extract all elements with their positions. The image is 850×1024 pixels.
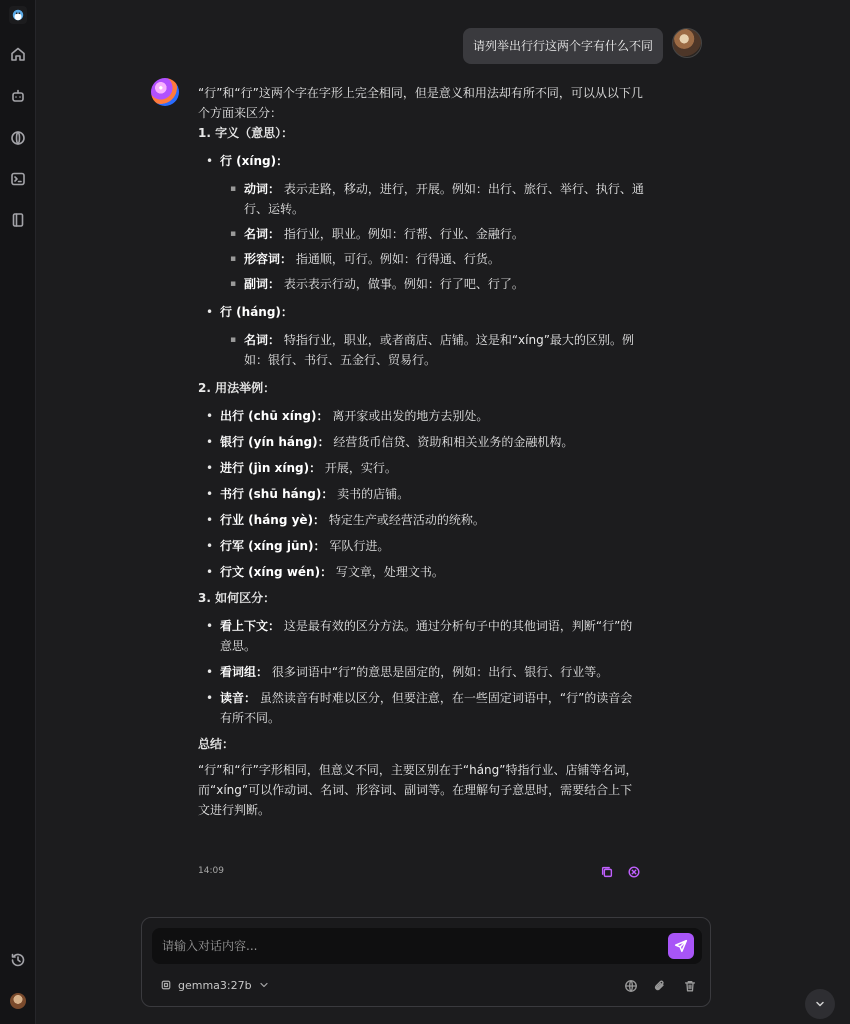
- list-item: [220, 432, 644, 452]
- model-selector[interactable]: [160, 977, 270, 993]
- list-item: [220, 688, 644, 728]
- explore-icon[interactable]: [8, 128, 28, 148]
- item-text: 卖书的店铺。: [337, 487, 410, 501]
- trash-icon[interactable]: [683, 978, 697, 992]
- item-text: 很多词语中“行”的意思是固定的，例如：出行、银行、行业等。: [271, 665, 609, 679]
- user-message-bubble: 请列举出行行这两个字有什么不同: [463, 28, 663, 64]
- list-item: [220, 484, 644, 504]
- item-text: 表示表示行动，做事。例如：行了吧、行了。: [283, 277, 524, 291]
- model-icon: [160, 979, 172, 991]
- section-title: 1. 字义（意思）：: [198, 126, 294, 140]
- assistant-avatar: [151, 78, 179, 106]
- send-icon: [674, 939, 688, 953]
- item-label: 名词：: [244, 333, 281, 347]
- item-text: 表示走路，移动，进行，开展。例如：出行、旅行、举行、执行、通行、运转。: [244, 182, 644, 216]
- list-item: [220, 510, 644, 530]
- list-item: [220, 302, 644, 370]
- xing-sublist: [220, 179, 644, 294]
- item-text: 指通顺，可行。例如：行得通、行货。: [295, 252, 500, 266]
- tips-list: [198, 616, 644, 728]
- xing-heading: 行 (xíng)：: [220, 154, 289, 168]
- list-item: [220, 536, 644, 556]
- item-label: 行军 (xíng jūn)：: [220, 539, 326, 553]
- item-text: 这是最有效的区分方法。通过分析句子中的其他词语，判断“行”的意思。: [220, 619, 633, 653]
- item-label: 看上下文：: [220, 619, 281, 633]
- list-item: [244, 179, 644, 219]
- item-label: 动词：: [244, 182, 281, 196]
- item-text: 军队行进。: [329, 539, 390, 553]
- item-label: 副词：: [244, 277, 281, 291]
- item-text: 特指行业，职业，或者商店、店铺。这是和“xíng”最大的区别。例如：银行、书行、五金行、贸易行。: [244, 333, 634, 367]
- chat-bot-icon[interactable]: [8, 86, 28, 106]
- item-label: 出行 (chū xíng)：: [220, 409, 329, 423]
- delete-message-icon[interactable]: [627, 864, 641, 878]
- chevron-down-icon: [258, 979, 270, 991]
- scroll-to-bottom-button[interactable]: [805, 989, 835, 1019]
- list-item: [244, 330, 644, 370]
- message-composer: [141, 917, 711, 1007]
- list-item: [220, 662, 644, 682]
- list-item: [220, 562, 644, 582]
- meaning-list: [198, 151, 644, 370]
- model-name: gemma3:27b: [178, 978, 252, 992]
- message-timestamp: 14:09: [198, 866, 224, 876]
- list-item: [244, 274, 644, 294]
- terminal-icon[interactable]: [8, 169, 28, 189]
- list-item: [220, 458, 644, 478]
- item-text: 离开家或出发的地方去别处。: [332, 409, 489, 423]
- item-label: 行文 (xíng wén)：: [220, 565, 333, 579]
- list-item: [220, 151, 644, 294]
- sidebar: [0, 0, 36, 1024]
- list-item: [220, 406, 644, 426]
- summary-title: 总结：: [198, 737, 235, 751]
- list-item: [244, 224, 644, 244]
- answer-intro: “行”和“行”这两个字在字形上完全相同，但是意义和用法却有所不同，可以从以下几个方面来区分：: [198, 86, 643, 120]
- message-input[interactable]: [152, 928, 702, 964]
- item-label: 书行 (shū háng)：: [220, 487, 334, 501]
- attach-icon[interactable]: [653, 978, 667, 992]
- item-text: 特定生产或经营活动的统称。: [328, 513, 485, 527]
- item-label: 读音：: [220, 691, 257, 705]
- item-label: 看词组：: [220, 665, 269, 679]
- section-title: 3. 如何区分：: [198, 591, 276, 605]
- hang-sublist: [220, 330, 644, 370]
- list-item: [220, 616, 644, 656]
- send-button[interactable]: [668, 933, 694, 959]
- item-label: 银行 (yín háng)：: [220, 435, 330, 449]
- item-text: 写文章，处理文书。: [335, 565, 444, 579]
- assistant-answer: [198, 83, 644, 820]
- item-text: 虽然读音有时难以区分，但要注意，在一些固定词语中，“行”的读音会有所不同。: [220, 691, 633, 725]
- list-item: [244, 249, 644, 269]
- home-icon[interactable]: [8, 44, 28, 64]
- item-label: 名词：: [244, 227, 281, 241]
- summary-text: “行”和“行”字形相同，但意义不同，主要区别在于“háng”特指行业、店铺等名词，而“xíng”可以作动词、名词、形容词、副词等。在理解句子意思时，需要结合上下文进行判断。: [198, 763, 638, 817]
- chevron-down-icon: [814, 998, 826, 1010]
- item-text: 开展，实行。: [324, 461, 397, 475]
- section-title: 2. 用法举例：: [198, 381, 276, 395]
- examples-list: [198, 406, 644, 582]
- web-search-icon[interactable]: [624, 978, 638, 992]
- item-label: 行业 (háng yè)：: [220, 513, 326, 527]
- item-label: 形容词：: [244, 252, 293, 266]
- history-icon[interactable]: [8, 950, 28, 970]
- item-text: 经营货币信贷、资助和相关业务的金融机构。: [333, 435, 574, 449]
- app-logo-icon[interactable]: [9, 6, 27, 24]
- library-icon[interactable]: [8, 210, 28, 230]
- item-text: 指行业，职业。例如：行帮、行业、金融行。: [283, 227, 524, 241]
- item-label: 进行 (jìn xíng)：: [220, 461, 322, 475]
- chat-area: [37, 0, 850, 1024]
- user-avatar: [672, 28, 702, 58]
- hang-heading: 行 (háng)：: [220, 305, 293, 319]
- sidebar-user-avatar[interactable]: [10, 993, 26, 1009]
- copy-icon[interactable]: [600, 864, 614, 878]
